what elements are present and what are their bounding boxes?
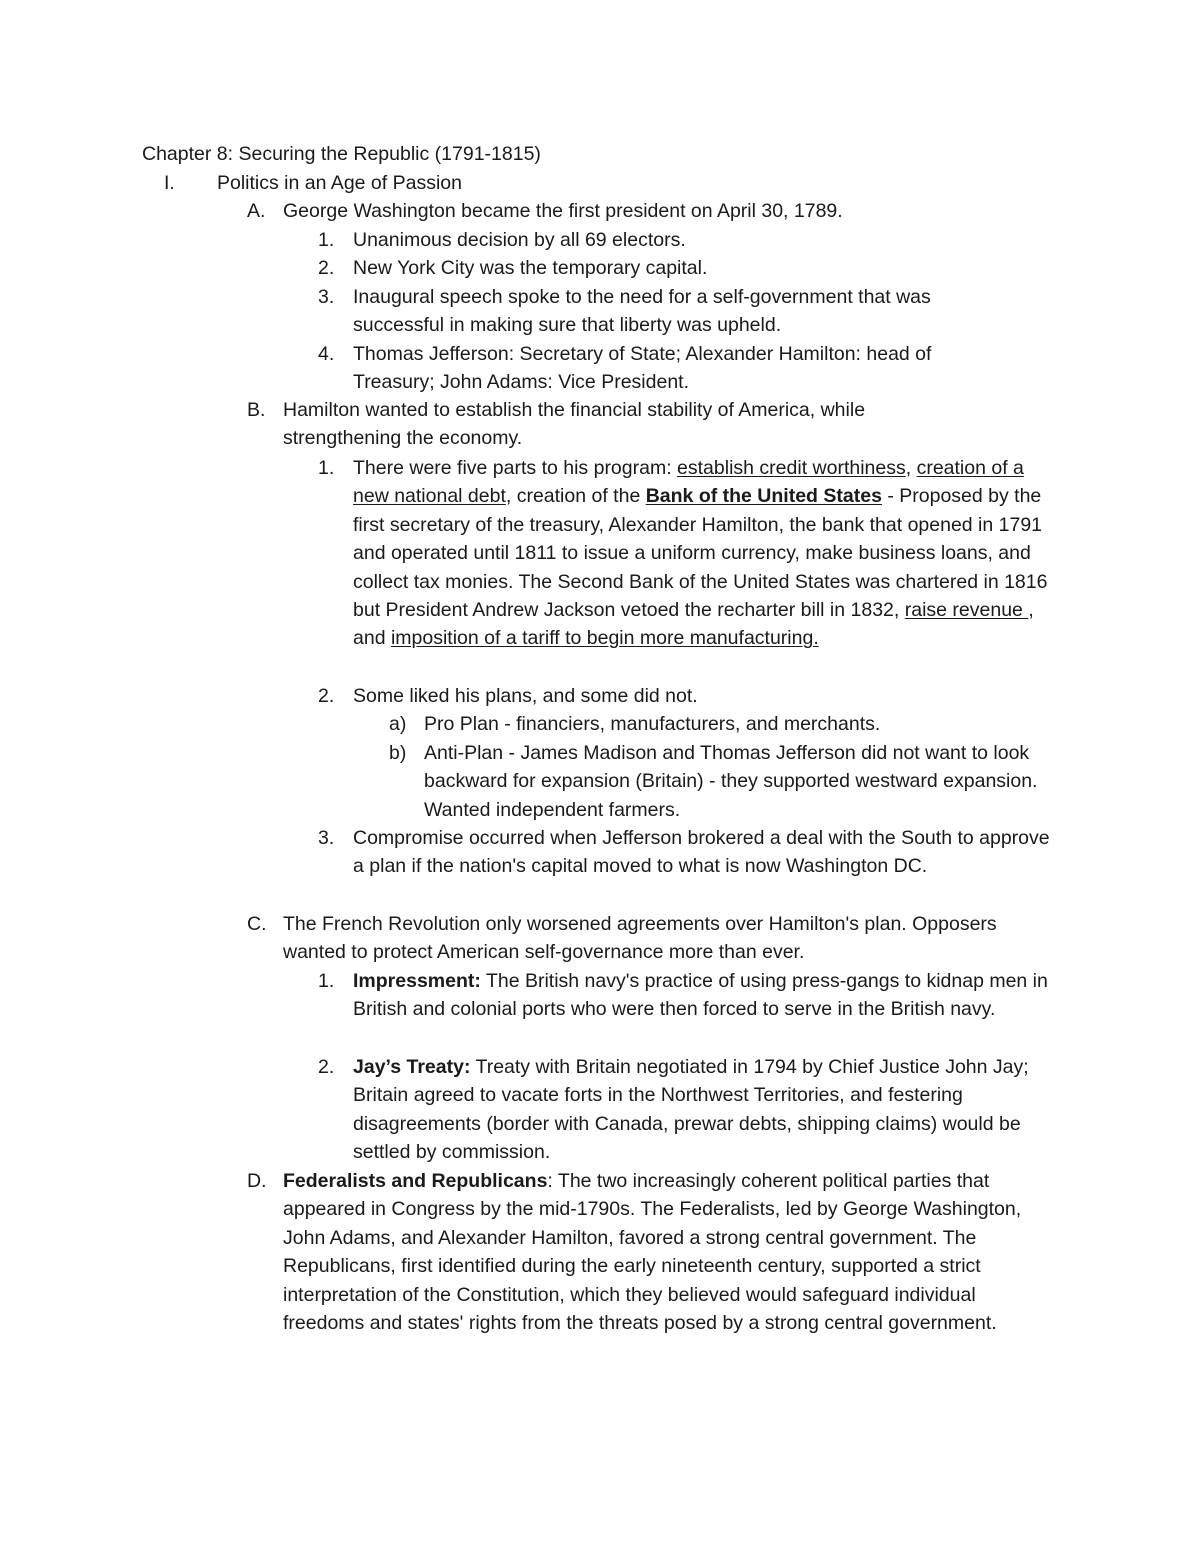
item-A3-text: Inaugural speech spoke to the need for a self-government that was successful in making sure that liberty was upheld. [353, 286, 931, 337]
separator: , [905, 457, 917, 479]
marker-C2: 2. [318, 1056, 335, 1078]
section-heading: Politics in an Age of Passion [217, 172, 462, 194]
federalists-republicans-term: Federalists and Republicans [283, 1170, 548, 1192]
item-B2-text: Some liked his plans, and some did not. [353, 685, 698, 707]
federalists-republicans-definition: : The two increasingly coherent political parties that appeared in Congress by the mid-1790s. The Federalists, led by George Washington, John Adams, and Alexander Hamilton, favored a strong central government. The Republicans, first identified during the early nineteenth century, supported a strict interpretation of the Constitution, which they believed would safeguard individual freedoms and states' rights from the threats posed by a strong central government. [283, 1170, 1022, 1335]
program-part-credit: establish credit worthiness [677, 457, 906, 479]
item-A1-text: Unanimous decision by all 69 electors. [353, 229, 686, 251]
jays-treaty-term: Jay’s Treaty: [353, 1056, 471, 1078]
program-part-revenue: raise revenue [904, 599, 1029, 622]
item-D-text [283, 1167, 1058, 1337]
separator: , creation of the [505, 485, 646, 508]
marker-A: A. [247, 200, 266, 222]
marker-A3: 3. [318, 286, 335, 308]
bank-term: Bank of the United States [645, 485, 882, 508]
item-B2a-text: Pro Plan - financiers, manufacturers, and merchants. [424, 713, 881, 735]
marker-I: I. [164, 172, 175, 194]
marker-A2: 2. [318, 257, 335, 279]
marker-A1: 1. [318, 229, 335, 251]
marker-D: D. [247, 1170, 267, 1192]
separator: , and [353, 599, 1034, 650]
marker-B: B. [247, 399, 266, 421]
outline-item-A [0, 197, 1200, 226]
marker-B2a: a) [389, 713, 407, 735]
marker-B3: 3. [318, 827, 335, 849]
item-B2b-text: Anti-Plan - James Madison and Thomas Jefferson did not want to look backward for expansion (Britain) - they supported westward expansion. Wanted independent farmers. [424, 742, 1038, 821]
item-C1-text [353, 967, 1065, 1024]
outline-item-I [0, 169, 1200, 198]
item-A2-text: New York City was the temporary capital. [353, 257, 708, 279]
impressment-definition: The British navy's practice of using press-gangs to kidnap men in British and colonial ports who were then forced to serve in the British navy. [353, 970, 1048, 1021]
item-A4-text: Thomas Jefferson: Secretary of State; Alexander Hamilton: head of Treasury; John Adams: Vice President. [353, 343, 932, 394]
item-A-text: George Washington became the first president on April 30, 1789. [283, 200, 843, 222]
marker-C1: 1. [318, 970, 335, 992]
item-B-text: Hamilton wanted to establish the financial stability of America, while strengthening the economy. [283, 399, 866, 450]
program-intro: There were five parts to his program: [353, 457, 678, 479]
jays-treaty-definition: Treaty with Britain negotiated in 1794 by Chief Justice John Jay; Britain agreed to vacate forts in the Northwest Territories, and festering disagreements (border with Canada, prewar debts, shipping claims) would be settled by commission. [353, 1056, 1029, 1164]
marker-B1: 1. [318, 457, 335, 479]
item-B1-text [353, 454, 1065, 653]
impressment-term: Impressment: [353, 970, 481, 992]
program-part-tariff: imposition of a tariff to begin more manufacturing. [390, 627, 819, 650]
marker-B2b: b) [389, 742, 407, 764]
marker-C: C. [247, 913, 267, 935]
program-part-debt: creation of a new national debt [353, 457, 1024, 508]
marker-A4: 4. [318, 343, 335, 365]
marker-B2: 2. [318, 685, 335, 707]
separator: , [893, 599, 905, 622]
item-B3-text: Compromise occurred when Jefferson brokered a deal with the South to approve a plan if the nation's capital moved to what is now Washington DC. [353, 827, 1050, 878]
chapter-title: Chapter 8: Securing the Republic (1791-1815) [142, 143, 541, 165]
bank-definition: - Proposed by the first secretary of the treasury, Alexander Hamilton, the bank that opened in 1791 and operated until 1811 to issue a uniform currency, make business loans, and collect tax monies. The Second Bank of the United States was chartered in 1816 but President Andrew Jackson vetoed the recharter bill in 1832 [353, 485, 1048, 622]
item-C2-text [353, 1053, 1065, 1167]
item-C-text: The French Revolution only worsened agreements over Hamilton's plan. Opposers wanted to protect American self-governance more than ever. [283, 913, 997, 964]
